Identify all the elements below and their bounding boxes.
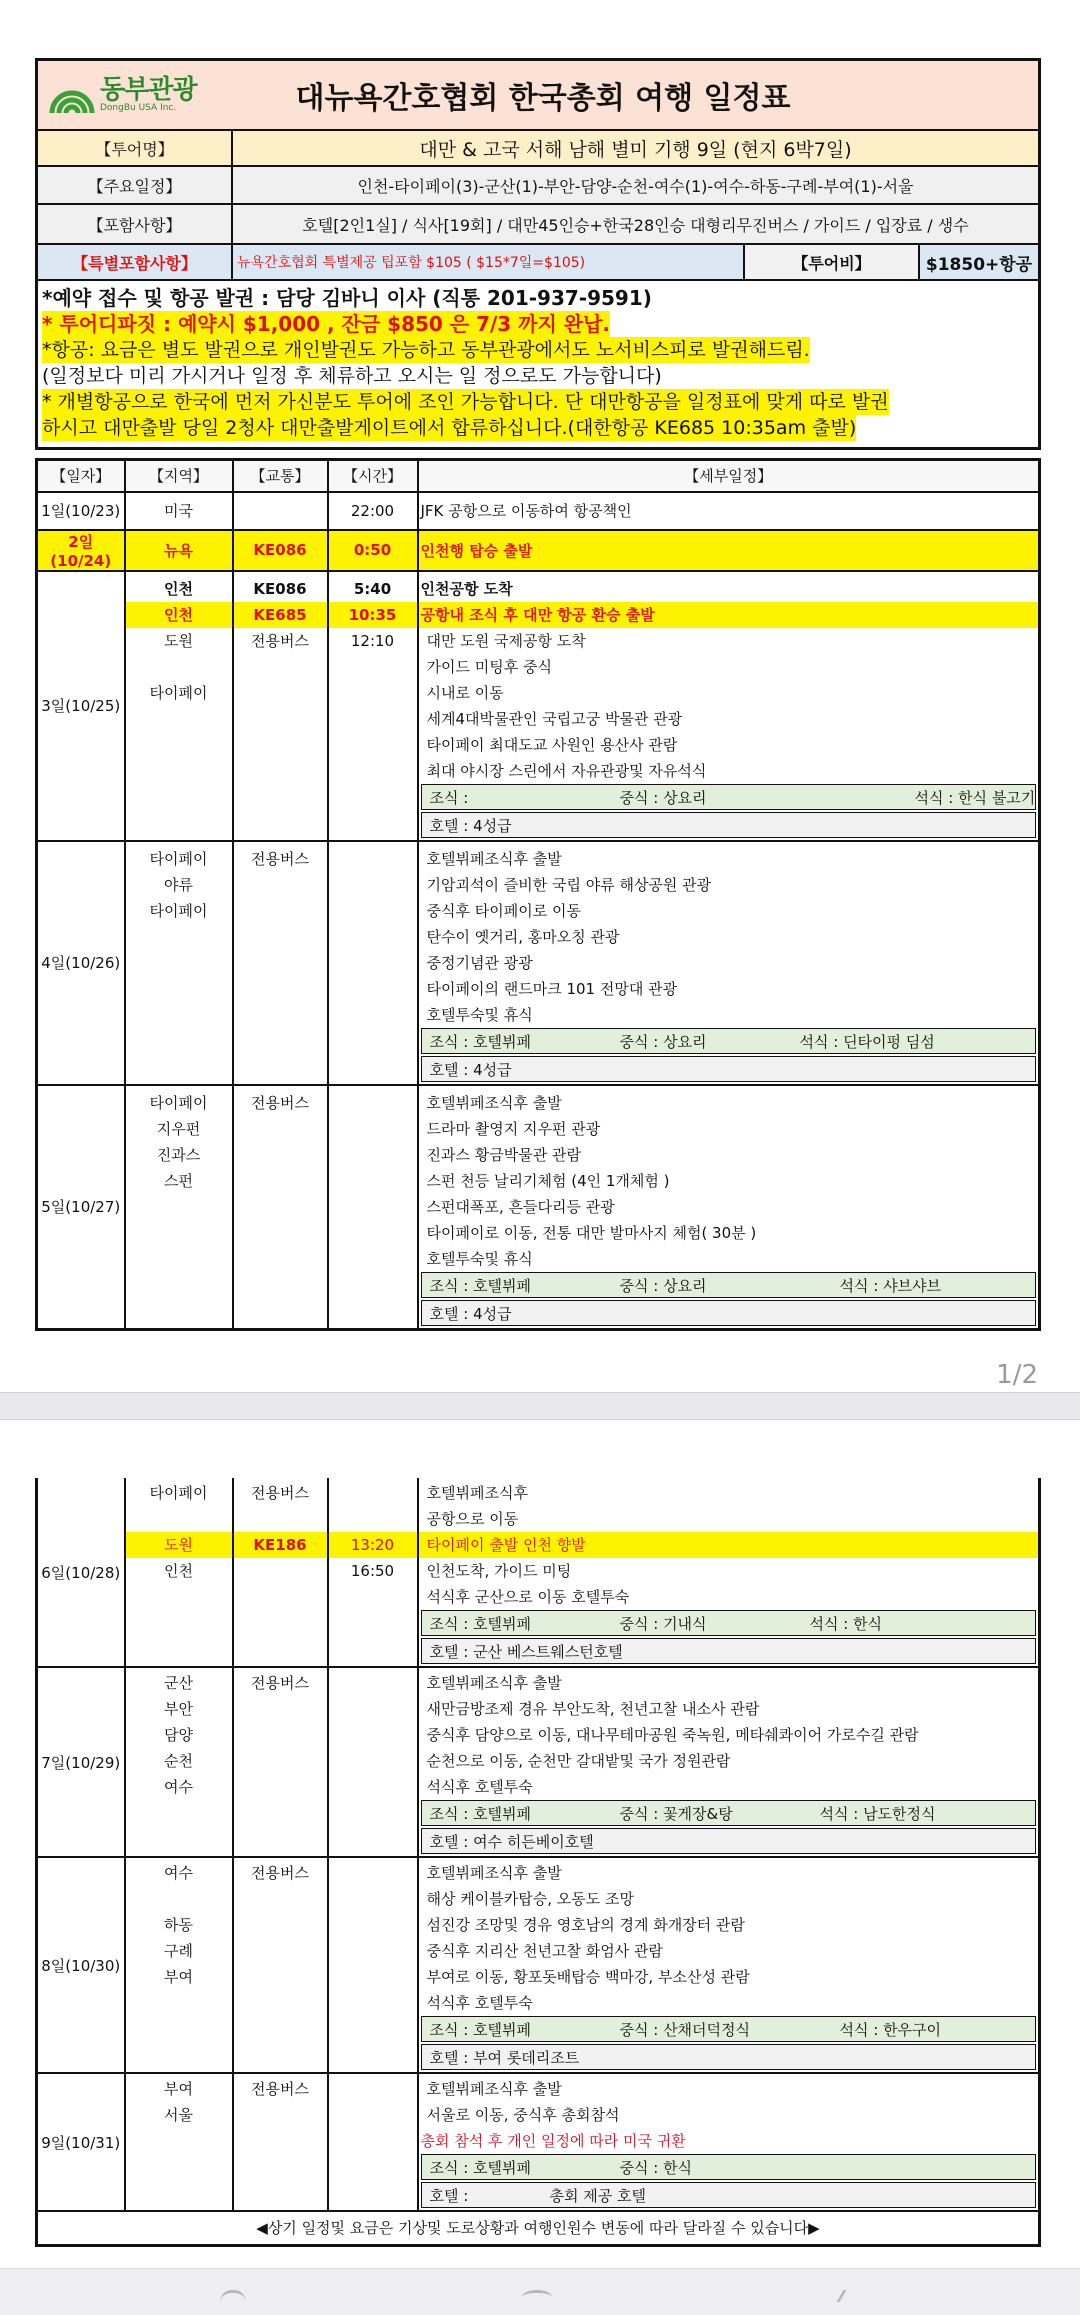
hotel-value: 총회 제공 호텔 xyxy=(549,2187,646,2205)
col-region: 【지역】 xyxy=(125,460,233,492)
day5-details xyxy=(418,1085,1040,1330)
notice-airfare: *항공: 요금은 별도 발권으로 개인발권도 가능하고 동부관광에서도 노서비스피로 발권해드림. xyxy=(42,339,810,361)
detail-line: 중식후 지리산 천년고찰 화엄사 관람 xyxy=(426,1942,663,1960)
day6-date: 6일(10/28) xyxy=(37,1478,125,1667)
main-schedule-row xyxy=(38,167,1038,205)
detail-line: 중정기념관 광광 xyxy=(426,953,533,972)
page-number: 1/2 xyxy=(996,1360,1038,1390)
page-gap xyxy=(0,1392,1080,1420)
day8-meals xyxy=(421,2016,1037,2042)
meal-lunch: 중식 : 상요리 xyxy=(619,1276,707,1295)
title-row xyxy=(38,61,1038,131)
region-item: 타이페이 xyxy=(149,849,208,868)
special-row xyxy=(38,245,1038,281)
day8-details xyxy=(418,1857,1040,2073)
transport-item: 전용버스 xyxy=(251,1674,309,1692)
day4-times xyxy=(328,841,418,1085)
day7-details xyxy=(418,1667,1040,1857)
transport-item: 전용버스 xyxy=(251,1093,309,1112)
region-item: 부여 xyxy=(164,1968,193,1986)
detail-line: 서울로 이동, 중식후 총회참석 xyxy=(426,2106,620,2124)
region-item: 구례 xyxy=(164,1942,193,1960)
day2-detail: 인천행 탑승 출발 xyxy=(418,530,1040,571)
meal-lunch: 중식 : 상요리 xyxy=(619,1032,707,1051)
detail-line: 호텔뷔페조식후 출발 xyxy=(426,849,562,868)
day2-region: 뉴욕 xyxy=(125,530,233,571)
day7-meals xyxy=(421,1800,1037,1826)
inclusions-label: 【포함사항】 xyxy=(38,205,233,243)
day1-region: 미국 xyxy=(125,492,233,530)
footer-note: ◀상기 일정및 요금은 기상및 도로상황과 여행인원수 변동에 따라 달라질 수 있습니다▶ xyxy=(37,2211,1040,2245)
notice-block xyxy=(35,281,1041,450)
day7-transport xyxy=(233,1667,328,1857)
day8-regions xyxy=(125,1857,233,2073)
day2-time: 0:50 xyxy=(328,530,418,571)
notice-extend: (일정보다 미리 가시거나 일정 후 체류하고 오시는 일 정으로도 가능합니다) xyxy=(42,365,662,387)
day2-row xyxy=(37,530,1040,571)
region-item: 인천 xyxy=(126,602,232,628)
day6-hotel: 호텔 : 군산 베스트웨스턴호텔 xyxy=(421,1638,1037,1664)
detail-line: 섬진강 조망및 경유 영호남의 경계 화개장터 관람 xyxy=(426,1916,745,1934)
detail-line: 공항내 조식 후 대만 항공 환승 출발 xyxy=(419,602,1039,628)
region-item: 부안 xyxy=(164,1700,193,1718)
col-date: 【일자】 xyxy=(37,460,125,492)
nav-mark-center xyxy=(522,2290,552,2304)
meal-dinner: 석식 : 남도한정식 xyxy=(819,1805,936,1823)
region-item: 군산 xyxy=(164,1674,193,1692)
notice-join-1: * 개별항공으로 한국에 먼저 가신분도 투어에 조인 가능합니다. 단 대만항공을 일정표에 맞게 따로 발권 xyxy=(42,391,889,413)
schedule-table xyxy=(35,458,1041,1331)
region-item: 타이페이 xyxy=(149,1093,208,1112)
time-item: 5:40 xyxy=(353,579,392,598)
detail-line: 기암괴석이 즐비한 국립 야류 해상공원 관광 xyxy=(426,875,712,894)
notice-deposit: * 투어디파짓 : 예약시 $1,000 , 잔금 $850 은 7/3 까지 완납. xyxy=(42,312,611,336)
meal-dinner: 석식 : 한식 불고기 xyxy=(914,788,1036,807)
day1-row xyxy=(37,492,1040,530)
day1-time: 22:00 xyxy=(328,492,418,530)
day3-details xyxy=(418,571,1040,841)
detail-line: 탄수이 옛거리, 홍마오칭 관광 xyxy=(426,927,620,946)
region-item: 진과스 xyxy=(156,1145,201,1164)
hotel-label: 호텔 : xyxy=(429,2187,469,2205)
day4-hotel: 호텔 : 4성급 xyxy=(421,1056,1037,1082)
day5-transport xyxy=(233,1085,328,1330)
time-item: 12:10 xyxy=(350,631,395,650)
column-header-row xyxy=(37,460,1040,492)
day9-regions xyxy=(125,2073,233,2211)
detail-line: 호텔뷔페조식후 출발 xyxy=(426,2080,562,2098)
transport-item: 전용버스 xyxy=(251,1484,309,1502)
detail-line: 호텔투숙및 휴식 xyxy=(426,1249,533,1268)
meal-lunch: 중식 : 산채더덕정식 xyxy=(619,2021,751,2039)
footer-row xyxy=(37,2211,1040,2245)
detail-line: 시내로 이동 xyxy=(426,683,504,702)
day4-details xyxy=(418,841,1040,1085)
day7-regions xyxy=(125,1667,233,1857)
detail-line: 진과스 황금박물관 관람 xyxy=(426,1145,581,1164)
detail-line: 순천으로 이동, 순천만 갈대밭및 국가 정원관람 xyxy=(426,1752,731,1770)
day6-meals xyxy=(421,1610,1037,1636)
meal-breakfast: 조식 : 호텔뷔페 xyxy=(429,1032,532,1051)
day1-date: 1일(10/23) xyxy=(37,492,125,530)
day9-times xyxy=(328,2073,418,2211)
col-time: 【시간】 xyxy=(328,460,418,492)
detail-line: 호텔뷔페조식후 출발 xyxy=(426,1674,562,1692)
transport-item: 전용버스 xyxy=(251,849,309,868)
detail-line: 가이드 미팅후 중식 xyxy=(426,657,552,676)
detail-line: 스펀대폭포, 흔들다리등 관광 xyxy=(426,1197,615,1216)
day7-hotel: 호텔 : 여수 히든베이호텔 xyxy=(421,1828,1037,1854)
meal-breakfast: 조식 : 호텔뷔페 xyxy=(429,1805,532,1823)
day7-date: 7일(10/29) xyxy=(37,1667,125,1857)
detail-line: 해상 케이블카탑승, 오동도 조망 xyxy=(426,1890,634,1908)
meal-lunch: 중식 : 기내식 xyxy=(619,1615,707,1633)
day8-date: 8일(10/30) xyxy=(37,1857,125,2073)
detail-line: 타이페이의 랜드마크 101 전망대 관광 xyxy=(426,979,678,998)
day4-transport xyxy=(233,841,328,1085)
region-item: 타이페이 xyxy=(149,901,208,920)
detail-line: 타이페이 출발 인천 향발 xyxy=(419,1532,1039,1558)
region-item: 타이페이 xyxy=(149,683,208,702)
transport-item xyxy=(234,1506,327,1532)
detail-line: 석식후 군산으로 이동 호텔투숙 xyxy=(426,1588,630,1606)
page-title: 대뉴욕간호협회 한국총회 여행 일정표 xyxy=(295,81,791,116)
detail-line: 중식후 담양으로 이동, 대나무테마공원 죽녹원, 메타쉐콰이어 가로수길 관람 xyxy=(426,1726,919,1744)
logo-brand: 동부관광 xyxy=(100,75,197,105)
tour-name-label: 【투어명】 xyxy=(38,131,233,165)
day8-row xyxy=(37,1857,1040,2073)
inclusions-row xyxy=(38,205,1038,245)
day6-details xyxy=(418,1478,1040,1667)
day6-row xyxy=(37,1478,1040,1667)
day3-meals xyxy=(421,784,1037,810)
region-item: 인천 xyxy=(164,1562,193,1580)
day6-times xyxy=(328,1478,418,1667)
day4-date: 4일(10/26) xyxy=(37,841,125,1085)
logo-sub: DongBu USA Inc. xyxy=(100,103,177,113)
special-value: 뉴욕간호협회 특별제공 팁포함 $105 ( $15*7일=$105) xyxy=(233,245,745,279)
transport-item: 전용버스 xyxy=(251,631,309,650)
detail-line: 중식후 타이페이로 이동 xyxy=(426,901,581,920)
day4-regions xyxy=(125,841,233,1085)
fee-value: $1850+항공 xyxy=(920,245,1038,279)
day9-details xyxy=(418,2073,1040,2211)
day3-transport xyxy=(233,571,328,841)
detail-line: 타이페이 최대도교 사원인 용산사 관람 xyxy=(426,735,678,754)
day5-meals xyxy=(421,1272,1037,1298)
region-item: 도원 xyxy=(126,1532,232,1558)
meal-breakfast: 조식 : 호텔뷔페 xyxy=(429,1276,532,1295)
detail-line: 석식후 호텔투숙 xyxy=(426,1778,533,1796)
schedule-table-continued xyxy=(35,1478,1041,2247)
inclusions-value: 호텔[2인1실] / 식사[19회] / 대만45인승+한국28인승 대형리무진버스 / 가이드 / 입장료 / 생수 xyxy=(302,215,969,235)
day8-times xyxy=(328,1857,418,2073)
day7-row xyxy=(37,1667,1040,1857)
region-item: 타이페이 xyxy=(149,1484,208,1502)
meal-dinner: 석식 : 딘타이펑 딤섬 xyxy=(799,1032,935,1051)
region-item: 부여 xyxy=(164,2080,193,2098)
detail-line: 총회 참석 후 개인 일정에 따라 미국 귀환 xyxy=(420,2132,686,2150)
day3-times xyxy=(328,571,418,841)
transport-item: KE186 xyxy=(234,1532,327,1558)
meal-lunch: 중식 : 상요리 xyxy=(619,788,707,807)
day2-date: 2일(10/24) xyxy=(37,530,125,571)
day1-detail: JFK 공항으로 이동하여 항공책인 xyxy=(418,492,1040,530)
region-item xyxy=(126,1886,232,1912)
itinerary-page-1 xyxy=(35,58,1041,1331)
day5-date: 5일(10/27) xyxy=(37,1085,125,1330)
day5-hotel: 호텔 : 4성급 xyxy=(421,1300,1037,1326)
detail-line: 스펀 천등 날리기체험 (4인 1개체험 ) xyxy=(426,1171,670,1190)
day6-transport xyxy=(233,1478,328,1667)
region-item: 야류 xyxy=(164,875,193,894)
notice-join-2: 하시고 대만출발 당일 2청사 대만출발게이트에서 합류하십니다.(대한항공 KE685 10:35am 출발) xyxy=(42,417,857,439)
detail-line: 인천도착, 가이드 미팅 xyxy=(426,1562,572,1580)
day8-hotel: 호텔 : 부여 롯데리조트 xyxy=(421,2044,1037,2070)
detail-line: 호텔뷔페조식후 xyxy=(426,1484,528,1502)
region-item: 여수 xyxy=(164,1864,193,1882)
time-item: 13:20 xyxy=(329,1532,417,1558)
itinerary-page-2 xyxy=(35,1478,1041,2247)
main-schedule-value: 인천-타이페이(3)-군산(1)-부안-담양-순천-여수(1)-여수-하동-구례-부여(1)-서울 xyxy=(357,176,914,196)
meal-breakfast: 조식 : 호텔뷔페 xyxy=(429,1615,532,1633)
detail-line: 공항으로 이동 xyxy=(426,1510,519,1528)
special-label: 【특별포함사항】 xyxy=(38,245,233,279)
meal-dinner: 석식 : 샤브샤브 xyxy=(839,1276,942,1295)
meal-lunch: 중식 : 꽃게장&탕 xyxy=(619,1805,733,1823)
day9-date: 9일(10/31) xyxy=(37,2073,125,2211)
meal-dinner: 석식 : 한식 xyxy=(809,1615,883,1633)
fee-label: 【투어비】 xyxy=(745,245,920,279)
detail-line: 호텔투숙및 휴식 xyxy=(426,1005,533,1024)
meal-lunch: 중식 : 한식 xyxy=(619,2159,693,2177)
detail-line: 인천공항 도착 xyxy=(420,579,513,598)
detail-line: 최대 야시장 스린에서 자유관광및 자유석식 xyxy=(426,761,707,780)
header-block xyxy=(35,58,1041,281)
day4-row xyxy=(37,841,1040,1085)
region-item: 여수 xyxy=(164,1778,193,1796)
region-item: 하동 xyxy=(164,1916,193,1934)
day5-regions xyxy=(125,1085,233,1330)
detail-line: 호텔뷔페조식후 출발 xyxy=(426,1864,562,1882)
region-item xyxy=(126,654,232,680)
transport-item: KE086 xyxy=(253,579,307,598)
col-transport: 【교통】 xyxy=(233,460,328,492)
tour-name-value: 대만 & 고국 서해 남해 별미 기행 9일 (현지 6박7일) xyxy=(233,131,1038,165)
detail-line: 석식후 호텔투숙 xyxy=(426,1994,533,2012)
day2-transport: KE086 xyxy=(233,530,328,571)
detail-line: 부여로 이동, 황포돗배탑승 백마강, 부소산성 관람 xyxy=(426,1968,750,1986)
detail-line: 새만금방조제 경유 부안도착, 천년고찰 내소사 관람 xyxy=(426,1700,760,1718)
transport-item: 전용버스 xyxy=(251,2080,309,2098)
meal-breakfast: 조식 : 호텔뷔페 xyxy=(429,2021,532,2039)
day5-times xyxy=(328,1085,418,1330)
day9-hotel xyxy=(421,2182,1037,2208)
col-detail: 【세부일정】 xyxy=(418,460,1040,492)
meal-dinner: 석식 : 한우구이 xyxy=(839,2021,942,2039)
day1-transport xyxy=(233,492,328,530)
time-item xyxy=(329,1480,417,1506)
transport-item: KE685 xyxy=(234,602,327,628)
day3-hotel: 호텔 : 4성급 xyxy=(421,812,1037,838)
day8-transport xyxy=(233,1857,328,2073)
detail-line: 드라마 촬영지 지우펀 관광 xyxy=(426,1119,601,1138)
region-item: 인천 xyxy=(164,579,193,598)
time-item xyxy=(329,1506,417,1532)
meal-breakfast: 조식 : xyxy=(429,788,469,807)
notice-booking: *예약 접수 및 항공 발권 : 담당 김바니 이사 (직통 201-937-9591) xyxy=(42,286,652,310)
day3-regions xyxy=(125,571,233,841)
detail-line: 타이페이로 이동, 전통 대만 발마사지 체험( 30분 ) xyxy=(426,1223,757,1242)
detail-line: 호텔뷔페조식후 출발 xyxy=(426,1093,562,1112)
day6-regions xyxy=(125,1478,233,1667)
day3-row xyxy=(37,571,1040,841)
region-item: 지우펀 xyxy=(156,1119,201,1138)
region-item: 담양 xyxy=(164,1726,193,1744)
region-item: 서울 xyxy=(164,2106,193,2124)
detail-line: 세계4대박물관인 국립고궁 박물관 관광 xyxy=(426,709,683,728)
time-item: 10:35 xyxy=(329,602,417,628)
transport-item: 전용버스 xyxy=(251,1864,309,1882)
logo xyxy=(48,69,208,121)
day5-row xyxy=(37,1085,1040,1330)
region-item xyxy=(126,1506,232,1532)
region-item: 스펀 xyxy=(164,1171,193,1190)
region-item: 순천 xyxy=(164,1752,193,1770)
time-item: 16:50 xyxy=(350,1562,395,1580)
region-item: 도원 xyxy=(164,631,193,650)
day7-times xyxy=(328,1667,418,1857)
main-schedule-label: 【주요일정】 xyxy=(38,167,233,203)
logo-arcs-icon xyxy=(48,73,96,117)
day9-transport xyxy=(233,2073,328,2211)
tour-name-row xyxy=(38,131,1038,167)
day9-row xyxy=(37,2073,1040,2211)
day3-date: 3일(10/25) xyxy=(37,571,125,841)
detail-line: 대만 도원 국제공항 도착 xyxy=(426,631,586,650)
day4-meals xyxy=(421,1028,1037,1054)
meal-breakfast: 조식 : 호텔뷔페 xyxy=(429,2159,532,2177)
day9-meals xyxy=(421,2154,1037,2180)
